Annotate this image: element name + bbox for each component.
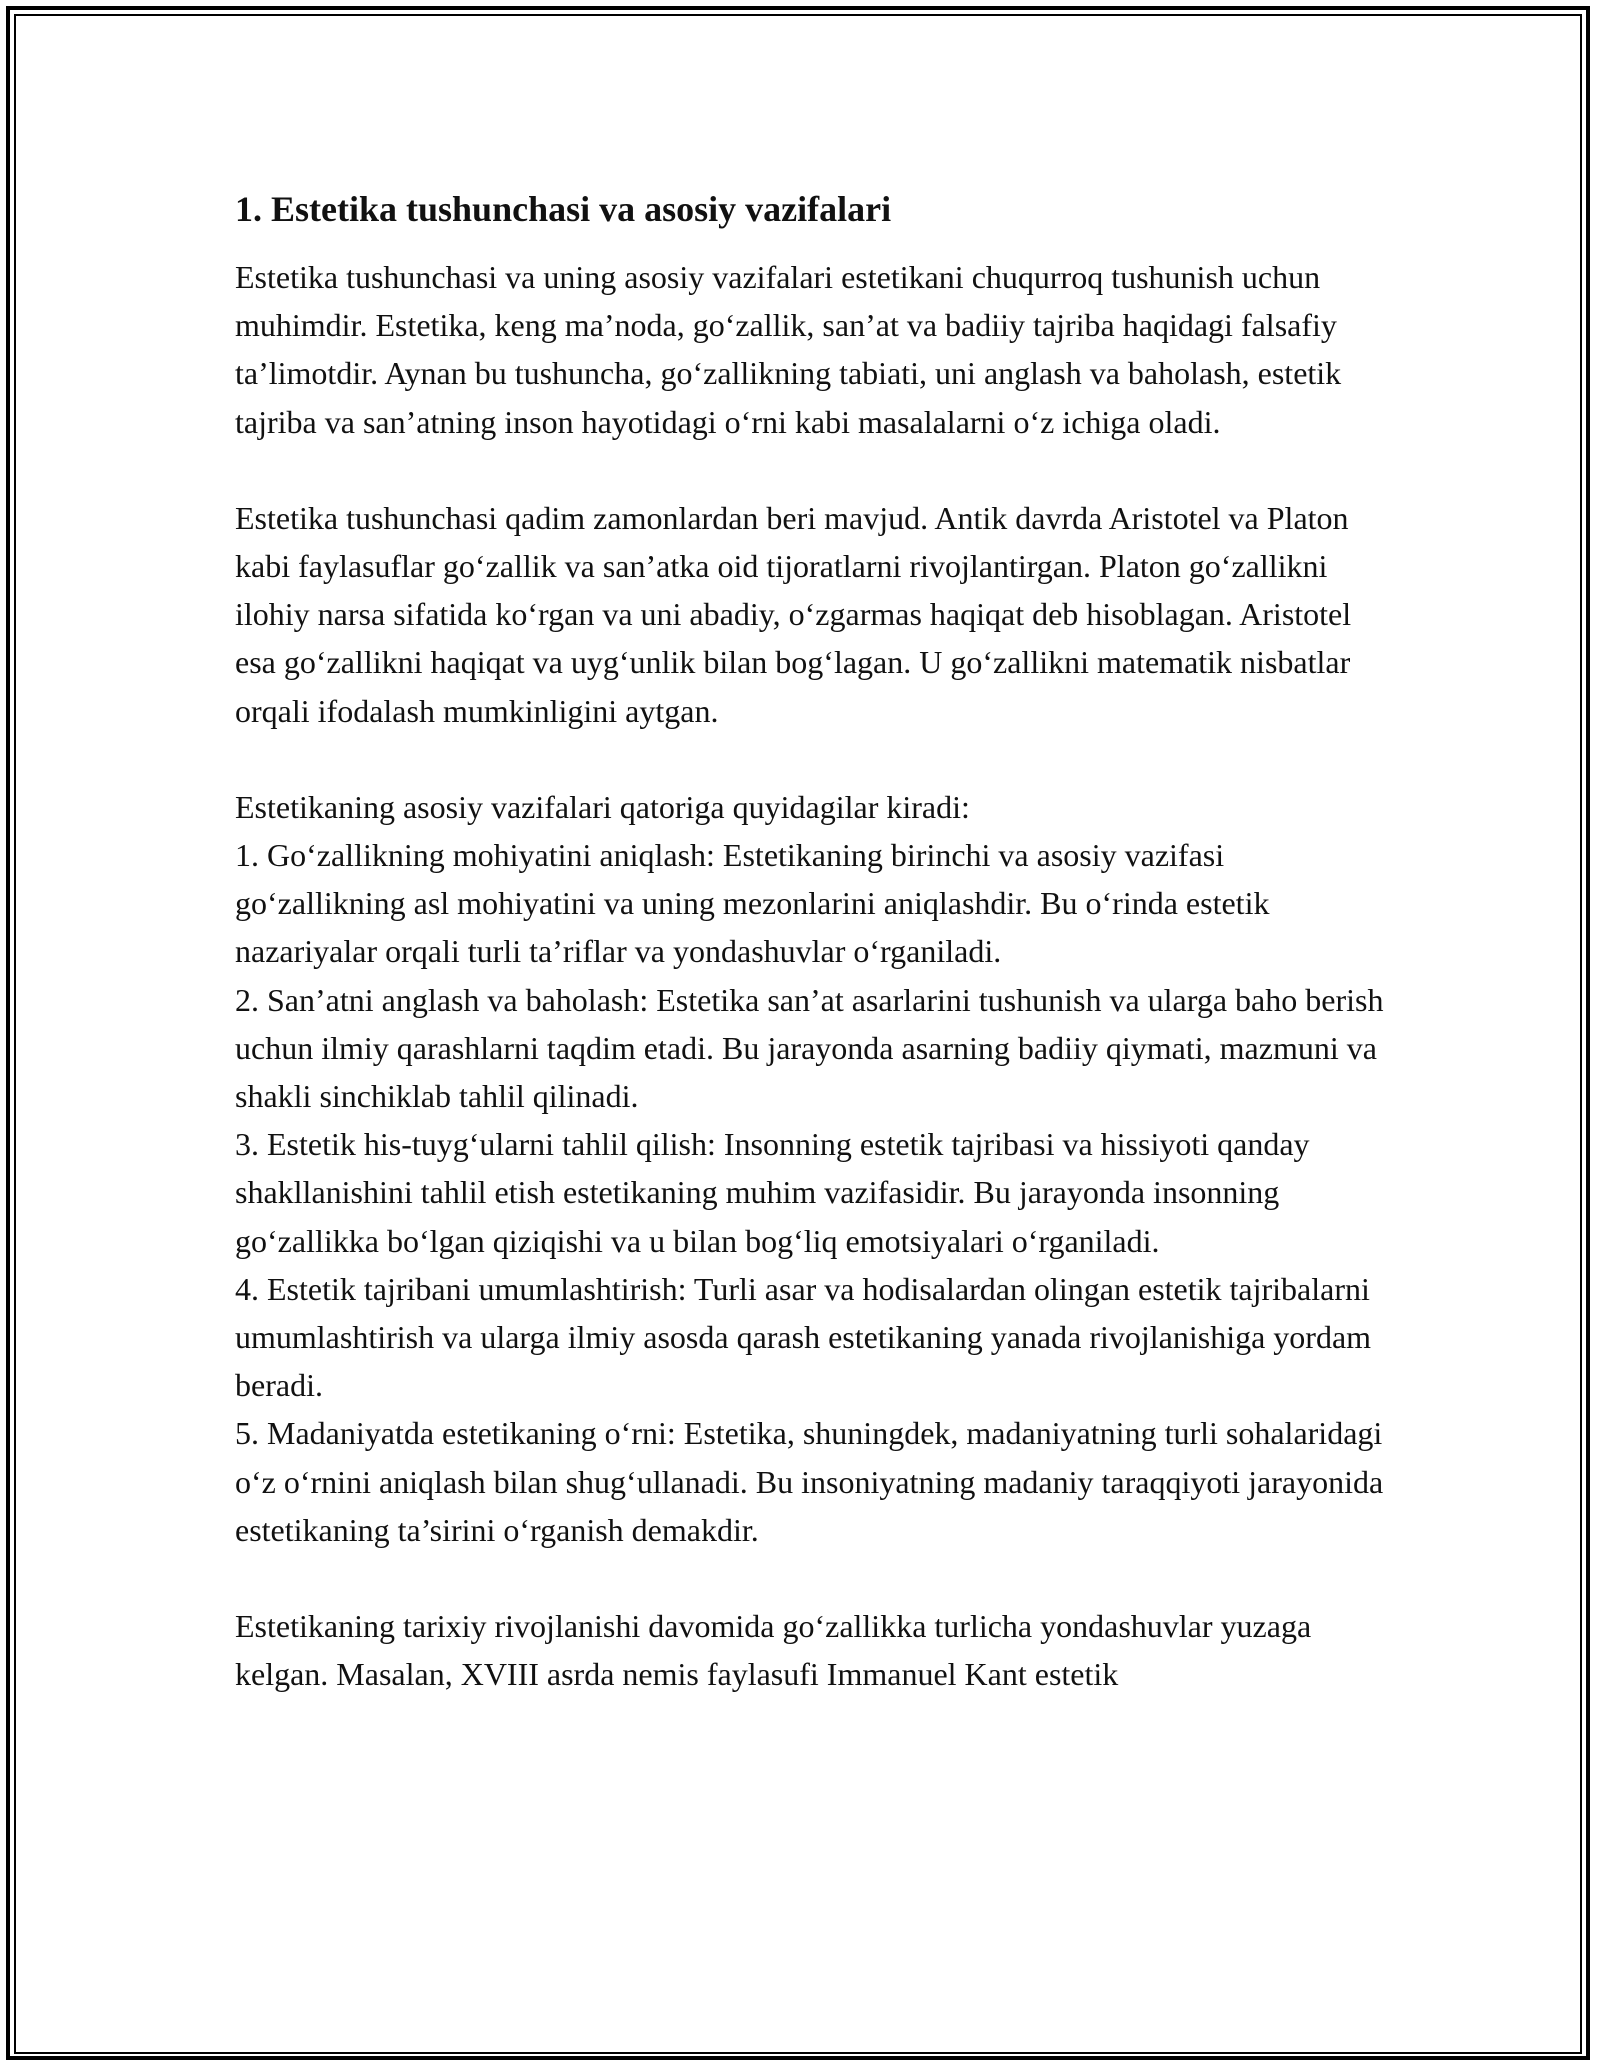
paragraph-closing: Estetikaning tarixiy rivojlanishi davomida go‘zallikka turlicha yondashuvlar yuzaga kelgan. Masalan, XVIII asrda nemis faylasufi Immanuel Kant estetik [235, 1608, 1312, 1693]
list-item: 2. San’atni anglash va baholash: Estetika san’at asarlarini tushunish va ularga baho berish uchun ilmiy qarashlarni taqdim etadi. Bu jarayonda asarning badiiy qiymati, mazmuni va shakli sinchiklab tahlil qilinadi. [235, 981, 1384, 1115]
list-item: 1. Go‘zallikning mohiyatini aniqlash: Estetikaning birinchi va asosiy vazifasi go‘zallikning asl mohiyatini va uning mezonlarini aniqlashdir. Bu o‘rinda estetik nazariyalar orqali turli ta’riflar va yondashuvlar o‘rganiladi. [235, 837, 1270, 970]
list-item: 3. Estetik his-tuyg‘ularni tahlil qilish: Insonning estetik tajribasi va hissiyoti qanday shakllanishini tahlil etish estetikaning muhim vazifasidir. Bu jarayonda insonning go‘zallikka bo‘lgan qiziqishi va u bilan bog‘liq emotsiyalari o‘rganiladi. [235, 1126, 1310, 1259]
list-intro: Estetikaning asosiy vazifalari qatoriga quyidagilar kiradi: [235, 788, 970, 825]
section-heading: 1. Estetika tushunchasi va asosiy vazifalari [235, 189, 892, 229]
document-body [235, 185, 1395, 1746]
list-item: 5. Madaniyatda estetikaning o‘rni: Estetika, shuningdek, madaniyatning turli sohalaridagi o‘z o‘rnini aniqlash bilan shug‘ullanadi. Bu insoniyatning madaniy taraqqiyoti jarayonida estetikaning ta’sirini o‘rganish demakdir. [235, 1415, 1384, 1548]
list-item: 4. Estetik tajribani umumlashtirish: Turli asar va hodisalardan olingan estetik tajribalarni umumlashtirish va ularga ilmiy asosda qarash estetikaning yanada rivojlanishiga yordam beradi. [235, 1270, 1372, 1404]
tasks-list [235, 783, 1395, 1554]
paragraph-intro: Estetika tushunchasi va uning asosiy vazifalari estetikani chuqurroq tushunish uchun muhimdir. Estetika, keng ma’noda, go‘zallik, san’at va badiiy tajriba haqidagi falsafiy ta’limotdir. Aynan bu tushuncha, go‘zallikning tabiati, uni anglash va baholash, estetik tajriba va san’atning inson hayotidagi o‘rni kabi masalalarni o‘z ichiga oladi. [235, 259, 1342, 440]
paragraph-history: Estetika tushunchasi qadim zamonlardan beri mavjud. Antik davrda Aristotel va Platon kabi faylasuflar go‘zallik va san’atka oid tijoratlarni rivojlantirgan. Platon go‘zallikni ilohiy narsa sifatida ko‘rgan va uni abadiy, o‘zgarmas haqiqat deb hisoblagan. Aristotel esa go‘zallikni haqiqat va uyg‘unlik bilan bog‘lagan. U go‘zallikni matematik nisbatlar orqali ifodalash mumkinligini aytgan. [235, 499, 1352, 729]
